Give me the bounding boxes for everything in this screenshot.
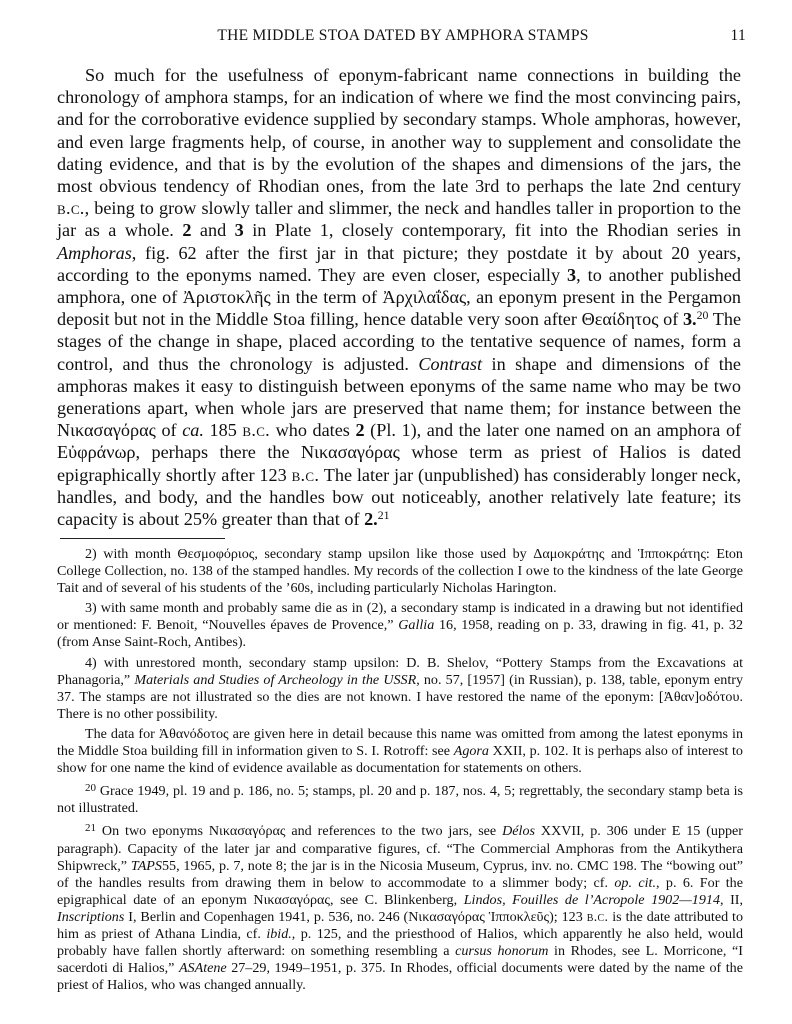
- footnote-21: $^{21}$ On two eponyms Νικασαγόρας and references to the two jars, see Délos XXVII, p. 306 under E 15 (upper paragraph). Capacity of the later jar and comparative figures, cf. “The Commercial Amphoras from the Antikythera Shipwreck,” TAPS55, 1965, p. 7, note 8; the jar is in the Nicosia Museum, Cyprus, inv. no. CMC 198. The “bowing out” of the handles results from drawing them in below to accommodate to a slimmer body; cf. op. cit., p. 6. For the epigraphical date of an eponym Νικασαγόρας, see C. Blinkenberg, Lindos, Fouilles de l’Acropole 1902—1914, II, Inscriptions I, Berlin and Copenhagen 1941, p. 536, no. 246 (Νικασαγόρας Ἱπποκλεῦς); 123 b.c. is the date attributed to him as priest of Athana Lindia, cf. ibid., p. 125, and the priesthood of Halios, which apparently he also held, would probably have fallen shortly afterward: on something resembling a cursus honorum in Rhodes, see L. Morricone, “I sacerdoti di Halios,” ASAtene 27–29, 1949–1951, p. 375. In Rhodes, official documents were dated by the name of the priest of Halios, who was changed annually.: [57, 822, 744, 994]
- greek-name: Νικασαγόρας: [57, 420, 156, 441]
- note-2: 2) with month Θεσμοφόριος, secondary stamp upsilon like those used by Δαμοκράτης and Ἱπποκράτης: Eton College Collection, no. 138 of the stamped handles. My records of the collection I owe to the kindness of the late George Tait and of several of his students of the ’60s, including particularly Nicholas Harington.: [57, 546, 743, 597]
- body-paragraph: So much for the usefulness of eponym-fabricant name connections in building the chronology of amphora stamps, for an indication of where we find the most convincing pairs, and for the corroborative evidence supplied by secondary stamps. Whole amphoras, however, and even large fragments help, of course, in another way to supplement and consolidate the dating evidence, and that is by the evolution of the shapes and dimensions of the jars, the most obvious tendency of Rhodian ones, from the late 3rd to perhaps the late 2nd century b.c., being to grow slowly taller and slimmer, the neck and handles taller in proportion to the jar as a whole. 2 and 3 in Plate 1, closely contemporary, fit into the Rhodian series in Amphoras, fig. 62 after the first jar in that picture; they postdate it by about 20 years, according to the eponyms named. They are even closer, especially 3, to another published amphora, one of Ἀριστοκλῆς in the term of Ἀρχιλαΐδας, an eponym present in the Pergamon deposit but not in the Middle Stoa filling, hence datable very soon after Θεαίδητος of 3.20 The stages of the change in shape, placed according to the tentative sequence of names, form a control, and thus the chronology is adjusted. Contrast in shape and dimensions of the amphoras makes it easy to distinguish between eponyms of the same name who may be two generations apart, when whole jars are preserved that name them; for instance between the Νικασαγόρας of ca. 185 b.c. who dates 2 (Pl. 1), and the later one named on an amphora of Εὐφράνωρ, perhaps there the Νικασαγόρας whose term as priest of Halios is dated epigraphically shortly after 123 b.c. The later jar (unpublished) has considerably longer neck, handles, and body, and the handles bow out noticeably, another relatively late feature; its capacity is about 25% greater than that of 2.21: [57, 65, 742, 530]
- footnote-ref-21: 21: [377, 507, 390, 522]
- note-4: 4) with unrestored month, secondary stamp upsilon: D. B. Shelov, “Pottery Stamps from the Excavations at Phanagoria,” Materials and Studies of Archeology in the USSR, no. 57, [1957] (in Russian), p. 138, table, eponym entry 37. The stamps are not illustrated so the dies are not known. I have restored the name of the eponym: [Ἀθαν]οδότου. There is no other possibility.: [57, 654, 743, 722]
- greek-name: Ἀρχιλαΐδας: [382, 287, 467, 308]
- page-number: 11: [730, 27, 746, 44]
- greek-name: Θεαίδητος: [581, 309, 659, 330]
- greek-name: Εὐφράνωρ: [57, 442, 136, 463]
- running-header: [60, 27, 746, 47]
- note-3: 3) with same month and probably same die as in (2), a secondary stamp is indicated in a drawing but not identified or mentioned: F. Benoit, “Nouvelles épaves de Provence,” Gallia 16, 1958, reading on p. 33, drawing in fig. 41, p. 32 (from Anse Saint-Roch, Antibes).: [57, 600, 743, 651]
- footnote-divider: [60, 538, 225, 539]
- greek-name: Ἀριστοκλῆς: [182, 287, 271, 308]
- footnote-ref-20: 20: [696, 307, 709, 322]
- greek-name: Νικασαγόρας: [301, 442, 400, 463]
- footnotes: [57, 546, 743, 997]
- running-title: THE MIDDLE STOA DATED BY AMPHORA STAMPS: [217, 27, 589, 44]
- footnote-20: $^{20}$ Grace 1949, pl. 19 and p. 186, no. 5; stamps, pl. 20 and p. 187, nos. 4, 5; regrettably, the secondary stamp beta is not illustrated.: [57, 782, 743, 817]
- note-athanodotos: The data for Ἀθανόδοτος are given here in detail because this name was omitted from among the latest eponyms in the Middle Stoa building fill in information given to S. I. Rotroff: see Agora XXII, p. 102. It is perhaps also of interest to show for one name the kind of evidence available as documentation for statements on others.: [57, 725, 743, 777]
